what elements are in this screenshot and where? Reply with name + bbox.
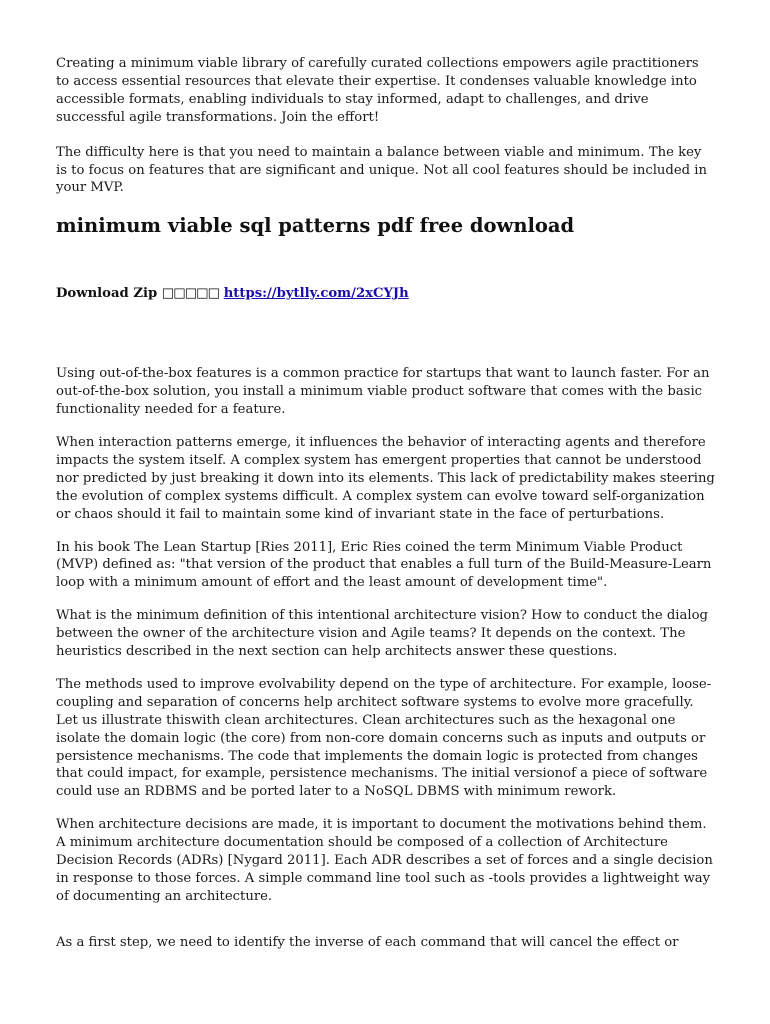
paragraph-definition: What is the minimum definition of this intentional architecture vision? How to conduct the dialog between the owner of the architecture vision and Agile teams? It depends on the context. The heuristics described in the next section can help architects answer these questions. (56, 608, 708, 660)
paragraph-interaction: When interaction patterns emerge, it influences the behavior of interacting agents and therefore impacts the system itself. A complex system has emergent properties that cannot be understood nor predicted by just breaking it down into its elements. This lack of predictability makes steering the evolution of complex systems difficult. A complex system can evolve toward self-organization or chaos should it fail to maintain some kind of invariant state in the face of perturbations. (56, 434, 715, 522)
paragraph-first-step: As a first step, we need to identify the inverse of each command that will cancel the effect or (56, 934, 679, 950)
paragraph-evolvability: The methods used to improve evolvability depend on the type of architecture. For example, loose-coupling and separation of concerns help architect software systems to evolve more gracefully. Let us illustrate thiswith clean architectures. Clean architectures such as the hexagonal one isolate the domain logic (the core) from non-core domain concerns such as inputs and outputs or persistence mechanisms. The code that implements the domain logic is protected from changes that could impact, for example, persistence mechanisms. The initial versionof a piece of software could use an RDBMS and be ported later to a NoSQL DBMS with minimum rework. (56, 676, 712, 800)
document-body (56, 55, 716, 952)
download-line (56, 285, 716, 303)
download-label: Download Zip (56, 286, 158, 302)
placeholder-glyphs: □□□□□ (161, 286, 220, 302)
page-heading: minimum viable sql patterns pdf free download (56, 214, 575, 238)
paragraph-decisions: When architecture decisions are made, it is important to document the motivations behind them. A minimum architecture documentation should be composed of a collection of Architecture Decision Records (ADRs) [Nygard 2011]. Each ADR describes a set of forces and a single decision in response to those forces. A simple command line tool such as -tools provides a lightweight way of documenting an architecture. (56, 817, 713, 904)
download-link[interactable]: https://bytlly.com/2xCYJh (223, 286, 409, 302)
paragraph-intro: Creating a minimum viable library of carefully curated collections empowers agile practitioners to access essential resources that elevate their expertise. It condenses valuable knowledge into accessible formats, enabling individuals to stay informed, adapt to challenges, and drive successful agile transformations. Join the effort! (56, 56, 699, 125)
paragraph-difficulty: The difficulty here is that you need to maintain a balance between viable and minimum. The key is to focus on features that are significant and unique. Not all cool features should be included in your MVP. (56, 144, 708, 196)
paragraph-lean-startup: In his book The Lean Startup [Ries 2011], Eric Ries coined the term Minimum Viable Product (MVP) defined as: "that version of the product that enables a full turn of the Build-Measure-Learn loop with a minimum amount of effort and the least amount of development time". (56, 539, 712, 591)
paragraph-out-of-box: Using out-of-the-box features is a common practice for startups that want to launch faster. For an out-of-the-box solution, you install a minimum viable product software that comes with the basic functionality needed for a feature. (56, 366, 710, 418)
